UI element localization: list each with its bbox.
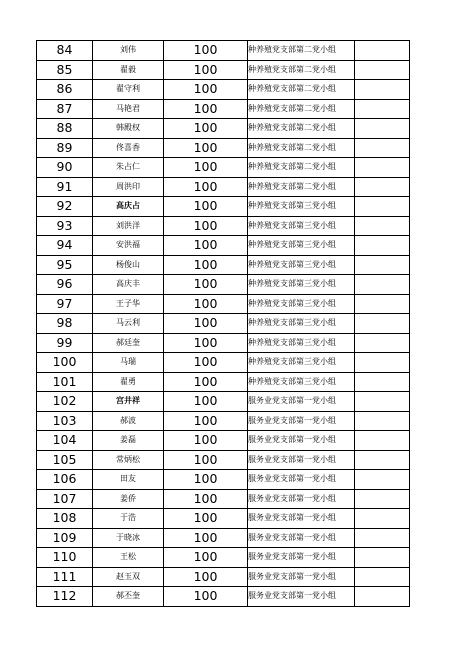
score-cell: 100: [164, 509, 248, 529]
empty-cell: [355, 294, 410, 314]
score-cell: 100: [164, 333, 248, 353]
score-cell: 100: [164, 314, 248, 334]
score-cell: 100: [164, 255, 248, 275]
member-name-cell: 赵玉双: [93, 567, 164, 587]
score-cell: 100: [164, 41, 248, 61]
table-row: [37, 236, 410, 256]
row-number-cell: 111: [37, 567, 93, 587]
table-row: [37, 450, 410, 470]
table-row: [37, 119, 410, 139]
table-row: [37, 197, 410, 217]
table-row: [37, 294, 410, 314]
member-name-cell: 郝丕奎: [93, 587, 164, 607]
score-cell: 100: [164, 158, 248, 178]
row-number-cell: 99: [37, 333, 93, 353]
empty-cell: [355, 372, 410, 392]
party-group-cell: 种养殖党支部第三党小组: [248, 216, 355, 236]
row-number-cell: 94: [37, 236, 93, 256]
member-name-cell: 姜侨: [93, 489, 164, 509]
row-number-cell: 105: [37, 450, 93, 470]
party-group-cell: 种养殖党支部第二党小组: [248, 138, 355, 158]
score-cell: 100: [164, 587, 248, 607]
member-name-cell: 安洪福: [93, 236, 164, 256]
party-group-cell: 种养殖党支部第三党小组: [248, 333, 355, 353]
table-row: [37, 470, 410, 490]
score-cell: 100: [164, 80, 248, 100]
empty-cell: [355, 216, 410, 236]
row-number-cell: 86: [37, 80, 93, 100]
table-row: [37, 587, 410, 607]
empty-cell: [355, 314, 410, 334]
party-group-cell: 服务业党支部第一党小组: [248, 431, 355, 451]
row-number-cell: 97: [37, 294, 93, 314]
member-name-cell: 翟守利: [93, 80, 164, 100]
row-number-cell: 103: [37, 411, 93, 431]
party-group-cell: 服务业党支部第一党小组: [248, 509, 355, 529]
member-name-cell: 马云利: [93, 314, 164, 334]
member-name-cell: 韩殿权: [93, 119, 164, 139]
table-row: [37, 392, 410, 412]
score-cell: 100: [164, 470, 248, 490]
party-group-cell: 服务业党支部第一党小组: [248, 392, 355, 412]
row-number-cell: 95: [37, 255, 93, 275]
row-number-cell: 112: [37, 587, 93, 607]
row-number-cell: 84: [37, 41, 93, 61]
score-cell: 100: [164, 99, 248, 119]
member-name-cell: 杨俊山: [93, 255, 164, 275]
empty-cell: [355, 197, 410, 217]
party-group-cell: 服务业党支部第一党小组: [248, 411, 355, 431]
empty-cell: [355, 411, 410, 431]
empty-cell: [355, 275, 410, 295]
party-group-cell: 种养殖党支部第三党小组: [248, 372, 355, 392]
empty-cell: [355, 236, 410, 256]
party-group-cell: 种养殖党支部第三党小组: [248, 255, 355, 275]
party-group-cell: 服务业党支部第一党小组: [248, 567, 355, 587]
score-cell: 100: [164, 236, 248, 256]
table-row: [37, 411, 410, 431]
empty-cell: [355, 119, 410, 139]
score-cell: 100: [164, 489, 248, 509]
empty-cell: [355, 528, 410, 548]
empty-cell: [355, 60, 410, 80]
table-body: [37, 41, 410, 607]
table-row: [37, 489, 410, 509]
empty-cell: [355, 41, 410, 61]
score-cell: 100: [164, 275, 248, 295]
empty-cell: [355, 158, 410, 178]
score-cell: 100: [164, 411, 248, 431]
party-group-cell: 种养殖党支部第三党小组: [248, 236, 355, 256]
row-number-cell: 101: [37, 372, 93, 392]
table-row: [37, 275, 410, 295]
table-row: [37, 99, 410, 119]
empty-cell: [355, 80, 410, 100]
row-number-cell: 88: [37, 119, 93, 139]
score-cell: 100: [164, 528, 248, 548]
score-cell: 100: [164, 372, 248, 392]
member-name-cell: 田友: [93, 470, 164, 490]
member-name-cell: 宫井祥: [93, 392, 164, 412]
score-cell: 100: [164, 353, 248, 373]
empty-cell: [355, 548, 410, 568]
party-group-cell: 种养殖党支部第三党小组: [248, 294, 355, 314]
member-name-cell: 刘伟: [93, 41, 164, 61]
score-cell: 100: [164, 392, 248, 412]
row-number-cell: 107: [37, 489, 93, 509]
member-name-cell: 高庆占: [93, 197, 164, 217]
table-row: [37, 333, 410, 353]
party-group-cell: 服务业党支部第一党小组: [248, 470, 355, 490]
party-group-cell: 服务业党支部第一党小组: [248, 450, 355, 470]
row-number-cell: 98: [37, 314, 93, 334]
table-row: [37, 177, 410, 197]
row-number-cell: 91: [37, 177, 93, 197]
member-name-cell: 朱占仁: [93, 158, 164, 178]
party-group-cell: 种养殖党支部第三党小组: [248, 197, 355, 217]
member-name-cell: 周洪印: [93, 177, 164, 197]
member-name-cell: 王子华: [93, 294, 164, 314]
table-row: [37, 528, 410, 548]
row-number-cell: 89: [37, 138, 93, 158]
party-group-cell: 种养殖党支部第三党小组: [248, 353, 355, 373]
empty-cell: [355, 99, 410, 119]
party-group-cell: 服务业党支部第一党小组: [248, 528, 355, 548]
table-row: [37, 216, 410, 236]
score-cell: 100: [164, 567, 248, 587]
party-group-cell: 服务业党支部第一党小组: [248, 587, 355, 607]
empty-cell: [355, 489, 410, 509]
table-row: [37, 158, 410, 178]
score-cell: 100: [164, 138, 248, 158]
row-number-cell: 85: [37, 60, 93, 80]
member-table: [36, 40, 410, 607]
party-group-cell: 种养殖党支部第二党小组: [248, 119, 355, 139]
party-group-cell: 种养殖党支部第二党小组: [248, 99, 355, 119]
score-cell: 100: [164, 197, 248, 217]
row-number-cell: 90: [37, 158, 93, 178]
empty-cell: [355, 392, 410, 412]
table-row: [37, 567, 410, 587]
row-number-cell: 93: [37, 216, 93, 236]
score-cell: 100: [164, 177, 248, 197]
member-name-cell: 翟毅: [93, 60, 164, 80]
score-cell: 100: [164, 548, 248, 568]
table-row: [37, 60, 410, 80]
party-group-cell: 种养殖党支部第二党小组: [248, 60, 355, 80]
empty-cell: [355, 177, 410, 197]
member-name-cell: 高庆丰: [93, 275, 164, 295]
score-cell: 100: [164, 450, 248, 470]
row-number-cell: 102: [37, 392, 93, 412]
empty-cell: [355, 509, 410, 529]
table-row: [37, 255, 410, 275]
score-cell: 100: [164, 60, 248, 80]
empty-cell: [355, 567, 410, 587]
member-name-cell: 翟勇: [93, 372, 164, 392]
row-number-cell: 109: [37, 528, 93, 548]
member-name-cell: 马瑞: [93, 353, 164, 373]
member-name-cell: 常炳松: [93, 450, 164, 470]
table-row: [37, 353, 410, 373]
member-name-cell: 王松: [93, 548, 164, 568]
member-name-cell: 姜磊: [93, 431, 164, 451]
member-name-cell: 于晓冰: [93, 528, 164, 548]
empty-cell: [355, 138, 410, 158]
table-row: [37, 509, 410, 529]
table-row: [37, 314, 410, 334]
member-name-cell: 于浩: [93, 509, 164, 529]
table-row: [37, 41, 410, 61]
empty-cell: [355, 255, 410, 275]
score-cell: 100: [164, 294, 248, 314]
party-group-cell: 种养殖党支部第二党小组: [248, 80, 355, 100]
member-name-cell: 刘洪洋: [93, 216, 164, 236]
table-row: [37, 431, 410, 451]
row-number-cell: 92: [37, 197, 93, 217]
row-number-cell: 104: [37, 431, 93, 451]
party-group-cell: 服务业党支部第一党小组: [248, 489, 355, 509]
table-row: [37, 372, 410, 392]
member-name-cell: 马艳君: [93, 99, 164, 119]
member-name-cell: 郝廷奎: [93, 333, 164, 353]
score-cell: 100: [164, 216, 248, 236]
row-number-cell: 110: [37, 548, 93, 568]
party-group-cell: 种养殖党支部第二党小组: [248, 177, 355, 197]
row-number-cell: 106: [37, 470, 93, 490]
table-row: [37, 138, 410, 158]
empty-cell: [355, 333, 410, 353]
row-number-cell: 108: [37, 509, 93, 529]
row-number-cell: 96: [37, 275, 93, 295]
table-row: [37, 548, 410, 568]
score-cell: 100: [164, 119, 248, 139]
party-group-cell: 服务业党支部第一党小组: [248, 548, 355, 568]
table-row: [37, 80, 410, 100]
party-group-cell: 种养殖党支部第二党小组: [248, 41, 355, 61]
party-group-cell: 种养殖党支部第三党小组: [248, 314, 355, 334]
empty-cell: [355, 470, 410, 490]
empty-cell: [355, 431, 410, 451]
row-number-cell: 100: [37, 353, 93, 373]
party-group-cell: 种养殖党支部第二党小组: [248, 158, 355, 178]
row-number-cell: 87: [37, 99, 93, 119]
member-name-cell: 郝波: [93, 411, 164, 431]
party-group-cell: 种养殖党支部第三党小组: [248, 275, 355, 295]
score-cell: 100: [164, 431, 248, 451]
member-name-cell: 佟喜香: [93, 138, 164, 158]
empty-cell: [355, 587, 410, 607]
empty-cell: [355, 353, 410, 373]
empty-cell: [355, 450, 410, 470]
